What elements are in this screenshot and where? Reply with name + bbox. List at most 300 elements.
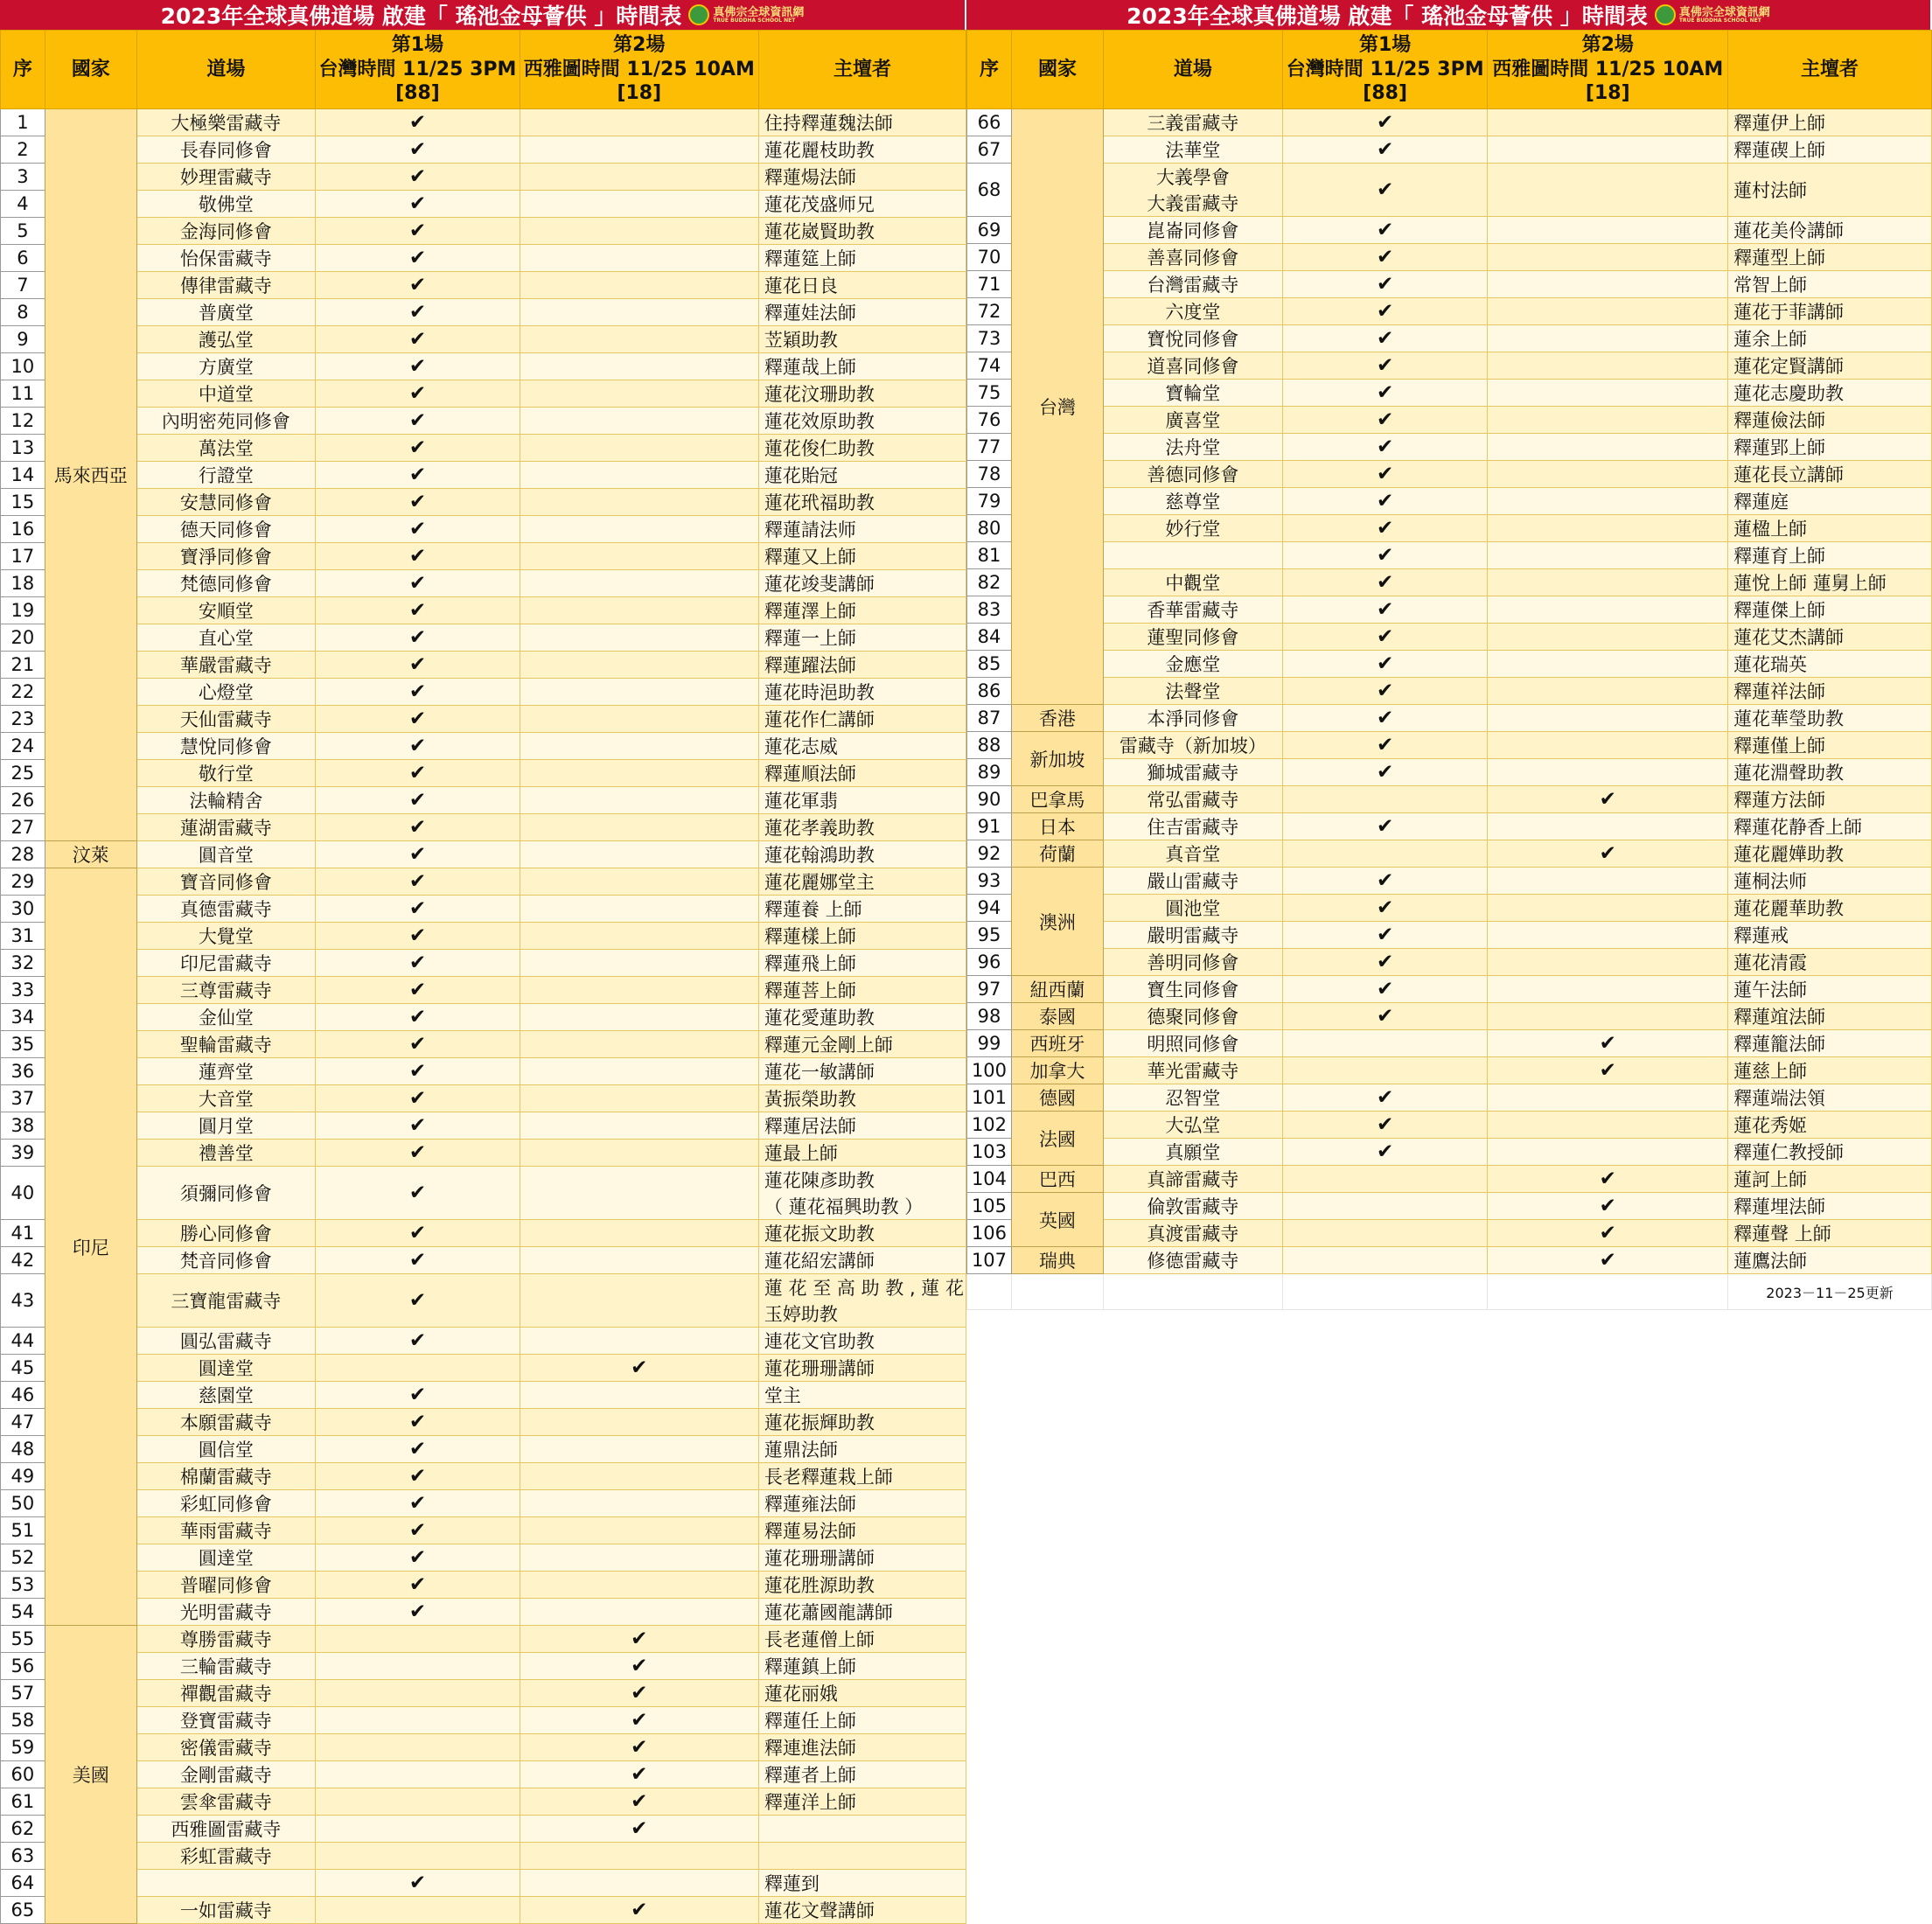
session-2-check bbox=[520, 597, 758, 624]
session-2-check bbox=[520, 1734, 758, 1761]
session-1-check bbox=[316, 814, 520, 841]
check-icon: ✔ bbox=[408, 545, 427, 568]
table-row bbox=[1, 1734, 966, 1761]
session-1-check bbox=[316, 1274, 520, 1328]
header-seq: 序 bbox=[1, 31, 45, 109]
session-1-check bbox=[1282, 813, 1488, 840]
host-name: 釋蓮娃法師 bbox=[758, 299, 966, 326]
temple-name: 勝心同修會 bbox=[136, 1220, 316, 1247]
row-seq: 102 bbox=[967, 1112, 1012, 1139]
row-seq: 107 bbox=[967, 1247, 1012, 1274]
session-2-check bbox=[520, 624, 758, 652]
temple-name: 法舟堂 bbox=[1103, 434, 1282, 461]
table-row bbox=[1, 814, 966, 841]
session-2-check bbox=[1488, 1003, 1728, 1030]
session-1-check bbox=[1282, 1139, 1488, 1166]
host-name: 釋蓮庭 bbox=[1728, 488, 1932, 515]
check-icon: ✔ bbox=[1377, 327, 1394, 350]
check-icon: ✔ bbox=[408, 409, 427, 432]
row-seq: 31 bbox=[1, 923, 45, 950]
session-2-check bbox=[1488, 705, 1728, 732]
temple-name: 萬法堂 bbox=[136, 435, 316, 462]
empty-cell bbox=[1282, 1274, 1488, 1310]
check-icon: ✔ bbox=[1377, 111, 1394, 134]
host-name: 蓮花振文助教 bbox=[758, 1220, 966, 1247]
table-row bbox=[1, 1599, 966, 1626]
session-2-check bbox=[1488, 217, 1728, 244]
check-icon: ✔ bbox=[408, 1438, 427, 1460]
check-icon: ✔ bbox=[1377, 544, 1394, 567]
session-1-check bbox=[316, 787, 520, 814]
session-2-check bbox=[1488, 542, 1728, 569]
temple-name: 廣喜堂 bbox=[1103, 407, 1282, 434]
check-icon: ✔ bbox=[631, 1736, 648, 1759]
session-2-check bbox=[520, 164, 758, 191]
session-1-check bbox=[316, 1085, 520, 1112]
country-cell: 德國 bbox=[1011, 1084, 1103, 1112]
check-icon: ✔ bbox=[408, 1492, 427, 1515]
host-name: 常智上師 bbox=[1728, 271, 1932, 298]
session-1-check bbox=[316, 1816, 520, 1843]
temple-name: 安順堂 bbox=[136, 597, 316, 624]
row-seq: 25 bbox=[1, 760, 45, 787]
check-icon: ✔ bbox=[1377, 1086, 1394, 1109]
session-1-check bbox=[1282, 922, 1488, 949]
session-2-check bbox=[520, 408, 758, 435]
table-row bbox=[1, 1572, 966, 1599]
row-seq: 67 bbox=[967, 136, 1012, 164]
temple-name: 禪觀雷藏寺 bbox=[136, 1680, 316, 1707]
check-icon: ✔ bbox=[408, 1465, 427, 1488]
temple-name: 真音堂 bbox=[1103, 840, 1282, 868]
session-2-check bbox=[1488, 922, 1728, 949]
check-icon: ✔ bbox=[408, 491, 427, 513]
host-name: 釋蓮任上師 bbox=[758, 1707, 966, 1734]
session-2-check bbox=[520, 326, 758, 353]
session-1-check bbox=[1282, 515, 1488, 542]
check-icon: ✔ bbox=[408, 1060, 427, 1083]
temple-name: 彩虹雷藏寺 bbox=[136, 1843, 316, 1870]
session-2-time: 西雅圖時間 11/25 10AM bbox=[523, 58, 755, 80]
host-name: 釋蓮埋法師 bbox=[1728, 1193, 1932, 1220]
session-2-count: [18] bbox=[617, 82, 662, 105]
table-row bbox=[1, 896, 966, 923]
session-1-check bbox=[1282, 1112, 1488, 1139]
session-2-check bbox=[1488, 651, 1728, 678]
check-icon: ✔ bbox=[1599, 842, 1616, 865]
session-1-check bbox=[1282, 164, 1488, 217]
session-1-check bbox=[316, 760, 520, 787]
session-1-check bbox=[316, 1058, 520, 1085]
table-row bbox=[1, 245, 966, 272]
session-1-check bbox=[316, 326, 520, 353]
check-icon: ✔ bbox=[1377, 300, 1394, 323]
table-row bbox=[1, 191, 966, 218]
temple-name: 善德同修會 bbox=[1103, 461, 1282, 488]
row-seq: 4 bbox=[1, 191, 45, 218]
row-seq: 72 bbox=[967, 298, 1012, 325]
table-row bbox=[1, 787, 966, 814]
host-name: 蓮花淵聲助教 bbox=[1728, 759, 1932, 786]
temple-name: 三寶龍雷藏寺 bbox=[136, 1274, 316, 1328]
temple-name: 傳律雷藏寺 bbox=[136, 272, 316, 299]
host-name: 釋蓮澤上師 bbox=[758, 597, 966, 624]
table-row bbox=[1, 1247, 966, 1274]
table-row bbox=[1, 570, 966, 597]
temple-name: 大音堂 bbox=[136, 1085, 316, 1112]
session-1-check bbox=[316, 1004, 520, 1031]
check-icon: ✔ bbox=[1377, 924, 1394, 946]
table-row bbox=[1, 353, 966, 380]
session-2-check bbox=[520, 489, 758, 516]
row-seq: 62 bbox=[1, 1816, 45, 1843]
session-2-check bbox=[1488, 1057, 1728, 1084]
host-name: 釋蓮傑上師 bbox=[1728, 596, 1932, 624]
table-row bbox=[967, 380, 1932, 407]
check-icon: ✔ bbox=[1377, 219, 1394, 241]
temple-name: 直心堂 bbox=[136, 624, 316, 652]
session-2-check bbox=[520, 1220, 758, 1247]
check-icon: ✔ bbox=[1599, 1059, 1616, 1082]
session-1-check bbox=[316, 1328, 520, 1355]
row-seq: 82 bbox=[967, 569, 1012, 596]
check-icon: ✔ bbox=[408, 1411, 427, 1433]
table-row bbox=[967, 434, 1932, 461]
row-seq: 28 bbox=[1, 841, 45, 868]
host-name: 蓮花麗枝助教 bbox=[758, 136, 966, 164]
check-icon: ✔ bbox=[1377, 1140, 1394, 1163]
check-icon: ✔ bbox=[1377, 463, 1394, 485]
session-2-check bbox=[520, 679, 758, 706]
temple-name: 獅城雷藏寺 bbox=[1103, 759, 1282, 786]
host-name: 蓮花美伶講師 bbox=[1728, 217, 1932, 244]
row-seq: 71 bbox=[967, 271, 1012, 298]
check-icon: ✔ bbox=[1377, 815, 1394, 838]
session-1-check bbox=[1282, 542, 1488, 569]
host-name: 蓮花紹宏講師 bbox=[758, 1247, 966, 1274]
temple-name: 方廣堂 bbox=[136, 353, 316, 380]
session-1-check bbox=[1282, 732, 1488, 759]
host-name: 釋蓮籠法師 bbox=[1728, 1030, 1932, 1057]
row-seq: 6 bbox=[1, 245, 45, 272]
check-icon: ✔ bbox=[408, 382, 427, 405]
table-row bbox=[1, 1544, 966, 1572]
session-1-check bbox=[1282, 1220, 1488, 1247]
table-row bbox=[1, 1436, 966, 1463]
session-2-check bbox=[520, 1112, 758, 1140]
session-2-check bbox=[520, 1870, 758, 1897]
session-2-check bbox=[1488, 678, 1728, 705]
header-session-1 bbox=[316, 31, 520, 109]
session-2-check bbox=[1488, 325, 1728, 352]
table-row bbox=[967, 624, 1932, 651]
logo-subtext: TRUE BUDDHA SCHOOL NET bbox=[713, 17, 796, 24]
temple-name: 內明密苑同修會 bbox=[136, 408, 316, 435]
table-row bbox=[1, 1382, 966, 1409]
session-2-check bbox=[520, 1436, 758, 1463]
temple-name: 長春同修會 bbox=[136, 136, 316, 164]
host-name: 蓮花茂盛师兄 bbox=[758, 191, 966, 218]
table-row bbox=[967, 1030, 1932, 1057]
session-1-check bbox=[1282, 1030, 1488, 1057]
session-1-check bbox=[316, 624, 520, 652]
temple-name: 常弘雷藏寺 bbox=[1103, 786, 1282, 813]
check-icon: ✔ bbox=[408, 924, 427, 947]
check-icon: ✔ bbox=[408, 897, 427, 920]
session-1-check bbox=[1282, 840, 1488, 868]
table-row bbox=[1, 950, 966, 977]
temple-name bbox=[1103, 164, 1282, 217]
session-2-check bbox=[520, 1274, 758, 1328]
country-cell: 泰國 bbox=[1011, 1003, 1103, 1030]
temple-name: 道喜同修會 bbox=[1103, 352, 1282, 380]
session-2-check bbox=[1488, 868, 1728, 895]
host-name: 蓮花翰鴻助教 bbox=[758, 841, 966, 868]
session-1-check bbox=[1282, 298, 1488, 325]
row-seq: 52 bbox=[1, 1544, 45, 1572]
temple-name: 大覺堂 bbox=[136, 923, 316, 950]
host-name: 釋蓮鎮上師 bbox=[758, 1653, 966, 1680]
row-seq: 55 bbox=[1, 1626, 45, 1653]
session-2-check bbox=[520, 814, 758, 841]
session-2-check bbox=[520, 841, 758, 868]
session-1-check bbox=[1282, 352, 1488, 380]
check-icon: ✔ bbox=[408, 138, 427, 161]
host-name: 蓮花一敏講師 bbox=[758, 1058, 966, 1085]
temple-name: 蓮齊堂 bbox=[136, 1058, 316, 1085]
check-icon: ✔ bbox=[631, 1356, 648, 1379]
check-icon: ✔ bbox=[408, 789, 427, 812]
row-seq: 103 bbox=[967, 1139, 1012, 1166]
row-seq: 49 bbox=[1, 1463, 45, 1490]
session-1-check bbox=[1282, 678, 1488, 705]
session-1-check bbox=[1282, 136, 1488, 164]
table-row bbox=[967, 542, 1932, 569]
session-2-check bbox=[520, 543, 758, 570]
schedule-table-left bbox=[0, 30, 966, 1924]
session-1-check bbox=[316, 191, 520, 218]
host-name: 釋蓮郢上師 bbox=[1728, 434, 1932, 461]
header-seq: 序 bbox=[967, 31, 1012, 109]
session-2-check bbox=[520, 1247, 758, 1274]
row-seq: 99 bbox=[967, 1030, 1012, 1057]
row-seq: 58 bbox=[1, 1707, 45, 1734]
session-1-check bbox=[1282, 786, 1488, 813]
session-1-check bbox=[316, 1870, 520, 1897]
row-seq: 68 bbox=[967, 164, 1012, 217]
temple-name: 登寶雷藏寺 bbox=[136, 1707, 316, 1734]
session-2-check bbox=[1488, 461, 1728, 488]
check-icon: ✔ bbox=[408, 1384, 427, 1406]
row-seq: 60 bbox=[1, 1761, 45, 1788]
session-2-check bbox=[520, 652, 758, 679]
host-name: 蓮午法師 bbox=[1728, 976, 1932, 1003]
session-1-check bbox=[316, 570, 520, 597]
table-row bbox=[1, 1004, 966, 1031]
check-icon: ✔ bbox=[1377, 869, 1394, 892]
session-1-check bbox=[1282, 271, 1488, 298]
session-2-check bbox=[520, 1328, 758, 1355]
temple-name: 六度堂 bbox=[1103, 298, 1282, 325]
session-2-check bbox=[1488, 976, 1728, 1003]
row-seq: 46 bbox=[1, 1382, 45, 1409]
session-2-check bbox=[520, 109, 758, 136]
session-2-check bbox=[1488, 109, 1728, 136]
table-row bbox=[1, 516, 966, 543]
check-icon: ✔ bbox=[1377, 978, 1394, 1000]
temple-name: 真德雷藏寺 bbox=[136, 896, 316, 923]
session-2-check bbox=[520, 868, 758, 896]
check-icon: ✔ bbox=[1377, 734, 1394, 756]
temple-name: 圓月堂 bbox=[136, 1112, 316, 1140]
country-cell: 巴西 bbox=[1011, 1166, 1103, 1193]
session-2-check bbox=[1488, 1247, 1728, 1274]
session-2-check bbox=[1488, 271, 1728, 298]
check-icon: ✔ bbox=[631, 1655, 648, 1677]
row-seq: 43 bbox=[1, 1274, 45, 1328]
session-2-check bbox=[1488, 164, 1728, 217]
session-2-check bbox=[1488, 352, 1728, 380]
check-icon: ✔ bbox=[1377, 625, 1394, 648]
session-1-check bbox=[1282, 596, 1488, 624]
table-row bbox=[1, 462, 966, 489]
table-row bbox=[967, 1139, 1932, 1166]
check-icon: ✔ bbox=[1377, 598, 1394, 621]
session-1-check bbox=[316, 1140, 520, 1167]
host-name: 苙穎助教 bbox=[758, 326, 966, 353]
temple-name: 嚴明雷藏寺 bbox=[1103, 922, 1282, 949]
host-name: 住持釋蓮魏法師 bbox=[758, 109, 966, 136]
session-2-check bbox=[1488, 488, 1728, 515]
table-row bbox=[967, 164, 1932, 217]
session-1-check bbox=[316, 652, 520, 679]
host-name: 釋蓮端法領 bbox=[1728, 1084, 1932, 1112]
check-icon: ✔ bbox=[408, 1114, 427, 1137]
temple-name: 住吉雷藏寺 bbox=[1103, 813, 1282, 840]
session-2-check bbox=[520, 1897, 758, 1924]
session-1-check bbox=[316, 1572, 520, 1599]
temple-name: 台灣雷藏寺 bbox=[1103, 271, 1282, 298]
table-row bbox=[967, 813, 1932, 840]
table-row bbox=[967, 949, 1932, 976]
session-1-check bbox=[1282, 1166, 1488, 1193]
session-1-check bbox=[316, 1409, 520, 1436]
temple-name: 妙行堂 bbox=[1103, 515, 1282, 542]
temple-name: 蓮湖雷藏寺 bbox=[136, 814, 316, 841]
logo-subtext: TRUE BUDDHA SCHOOL NET bbox=[1678, 17, 1761, 24]
session-2-check bbox=[1488, 136, 1728, 164]
session-2-check bbox=[520, 950, 758, 977]
temple-name: 印尼雷藏寺 bbox=[136, 950, 316, 977]
session-2-check bbox=[520, 1463, 758, 1490]
temple-name: 彩虹同修會 bbox=[136, 1490, 316, 1517]
session-1-check bbox=[316, 597, 520, 624]
host-name: 釋蓮哉上師 bbox=[758, 353, 966, 380]
table-row bbox=[1, 218, 966, 245]
session-1-check bbox=[1282, 434, 1488, 461]
host-name: 蓮花文聲講師 bbox=[758, 1897, 966, 1924]
session-2-time: 西雅圖時間 11/25 10AM bbox=[1492, 58, 1724, 80]
row-seq: 106 bbox=[967, 1220, 1012, 1247]
host-name-line: （ 蓮花福興助教 ） bbox=[764, 1196, 924, 1217]
host-name: 蓮花麗娜堂主 bbox=[758, 868, 966, 896]
row-seq: 97 bbox=[967, 976, 1012, 1003]
session-1-check bbox=[1282, 488, 1488, 515]
session-1-check bbox=[1282, 1057, 1488, 1084]
table-row bbox=[967, 109, 1932, 136]
session-1-name: 第1場 bbox=[1359, 34, 1412, 57]
session-1-check bbox=[316, 1220, 520, 1247]
session-1-check bbox=[316, 299, 520, 326]
table-row bbox=[967, 596, 1932, 624]
table-row bbox=[1, 733, 966, 760]
row-seq: 5 bbox=[1, 218, 45, 245]
host-name: 釋蓮請法师 bbox=[758, 516, 966, 543]
temple-name: 修德雷藏寺 bbox=[1103, 1247, 1282, 1274]
host-name: 蓮花于菲講師 bbox=[1728, 298, 1932, 325]
table-row bbox=[1, 1058, 966, 1085]
session-1-check bbox=[1282, 759, 1488, 786]
country-cell: 法國 bbox=[1011, 1112, 1103, 1166]
table-row bbox=[1, 1085, 966, 1112]
host-name: 蓮花俊仁助教 bbox=[758, 435, 966, 462]
check-icon: ✔ bbox=[408, 220, 427, 242]
temple-name: 法輪精舍 bbox=[136, 787, 316, 814]
row-seq: 24 bbox=[1, 733, 45, 760]
row-seq: 83 bbox=[967, 596, 1012, 624]
temple-name: 尊勝雷藏寺 bbox=[136, 1626, 316, 1653]
session-1-check bbox=[1282, 461, 1488, 488]
row-seq: 48 bbox=[1, 1436, 45, 1463]
row-seq: 20 bbox=[1, 624, 45, 652]
row-seq: 10 bbox=[1, 353, 45, 380]
session-1-check bbox=[316, 1734, 520, 1761]
session-1-check bbox=[316, 435, 520, 462]
check-icon: ✔ bbox=[408, 274, 427, 296]
temple-name: 德聚同修會 bbox=[1103, 1003, 1282, 1030]
check-icon: ✔ bbox=[408, 708, 427, 730]
check-icon: ✔ bbox=[1599, 1249, 1616, 1272]
country-cell: 荷蘭 bbox=[1011, 840, 1103, 868]
host-name: 蓮花艾杰講師 bbox=[1728, 624, 1932, 651]
session-1-check bbox=[316, 733, 520, 760]
page-title: 2023年全球真佛道場 啟建「 瑤池金母薈供 」時間表 bbox=[160, 3, 682, 29]
check-icon: ✔ bbox=[1377, 408, 1394, 431]
session-1-check bbox=[316, 868, 520, 896]
country-cell: 台灣 bbox=[1011, 109, 1103, 705]
temple-name: 密儀雷藏寺 bbox=[136, 1734, 316, 1761]
row-seq: 100 bbox=[967, 1057, 1012, 1084]
session-2-check bbox=[520, 1058, 758, 1085]
host-name: 蓮花珊珊講師 bbox=[758, 1544, 966, 1572]
host-name: 釋蓮育上師 bbox=[1728, 542, 1932, 569]
check-icon: ✔ bbox=[408, 626, 427, 649]
temple-name: 善喜同修會 bbox=[1103, 244, 1282, 271]
host-name: 蓮花定賢講師 bbox=[1728, 352, 1932, 380]
session-2-check bbox=[520, 760, 758, 787]
check-icon: ✔ bbox=[1377, 571, 1394, 594]
session-2-check bbox=[1488, 596, 1728, 624]
temple-name: 敬行堂 bbox=[136, 760, 316, 787]
country-cell: 澳洲 bbox=[1011, 868, 1103, 976]
country-cell: 瑞典 bbox=[1011, 1247, 1103, 1274]
host-name bbox=[758, 1816, 966, 1843]
temple-name: 圓音堂 bbox=[136, 841, 316, 868]
table-row bbox=[1, 1490, 966, 1517]
session-1-check bbox=[316, 516, 520, 543]
table-row bbox=[1, 624, 966, 652]
table-row bbox=[1, 652, 966, 679]
